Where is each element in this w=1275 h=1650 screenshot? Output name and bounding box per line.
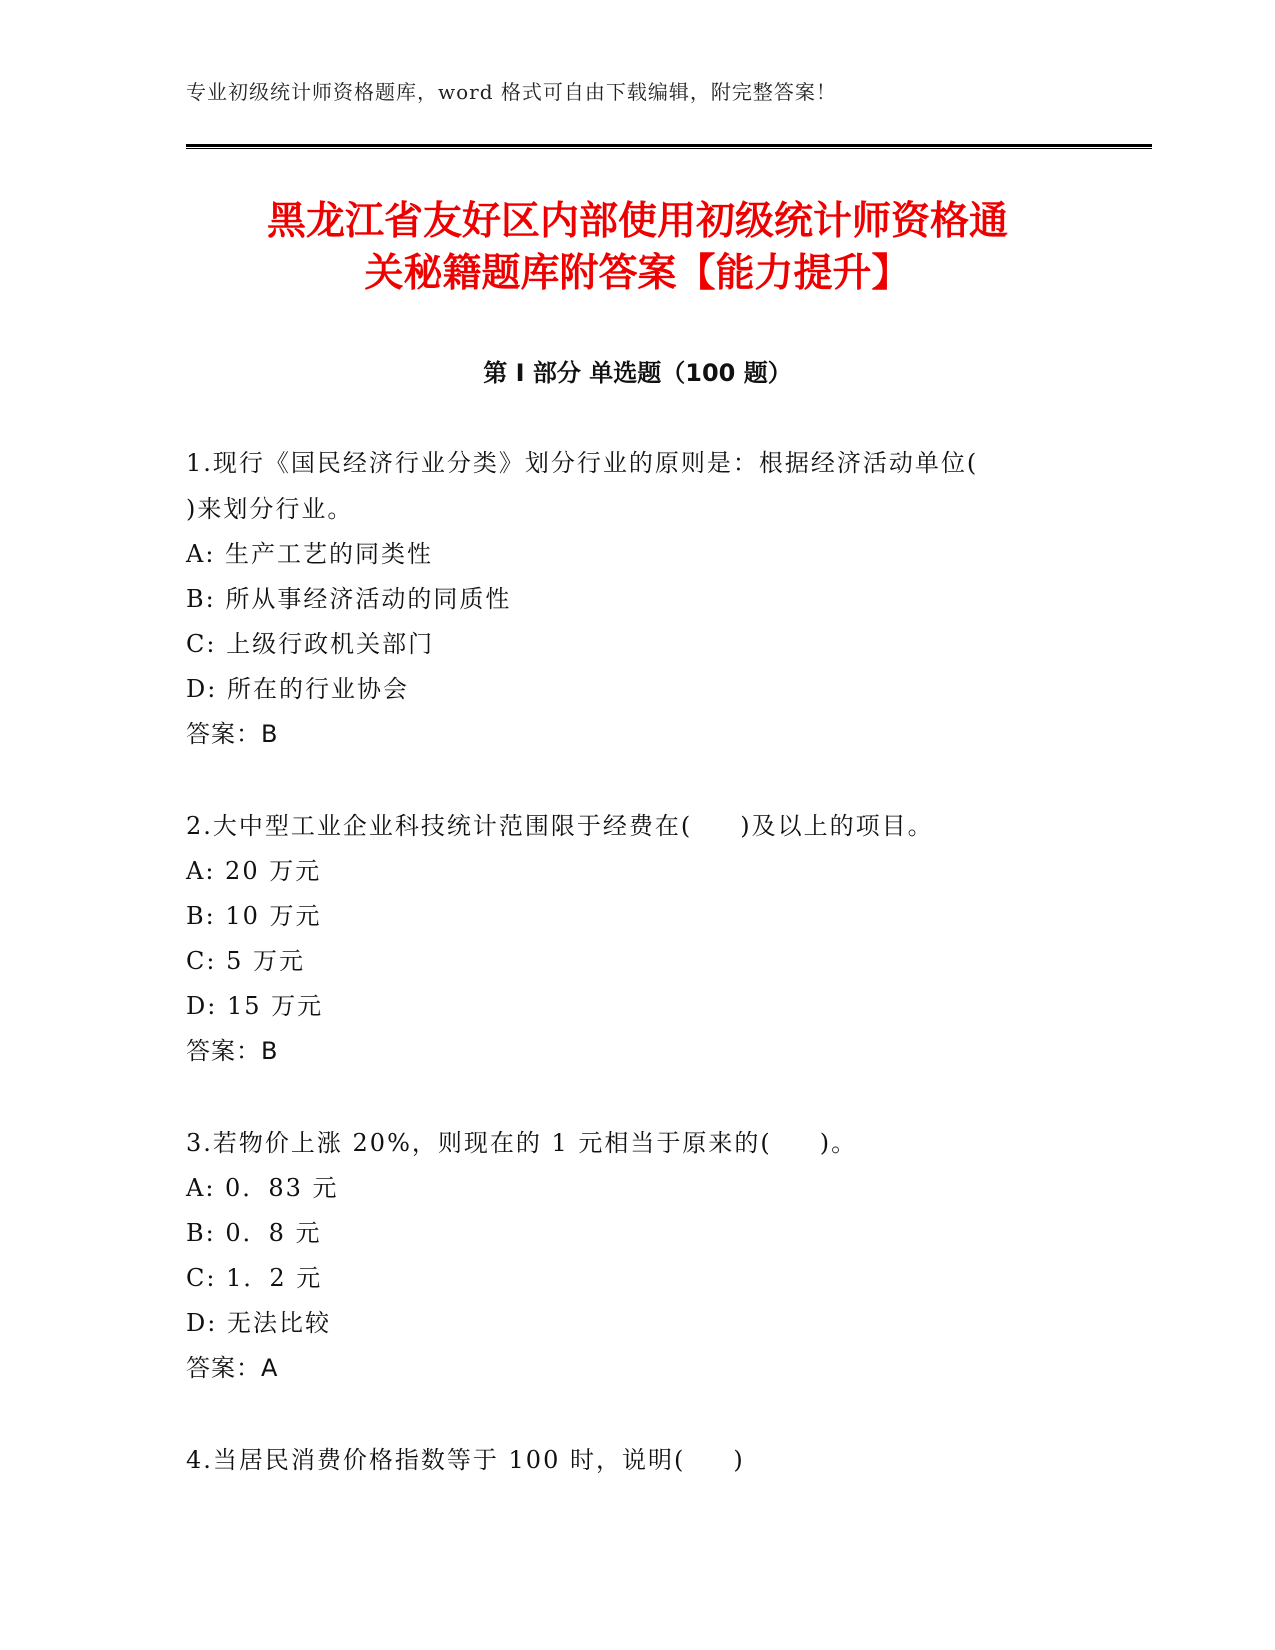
question-stem xyxy=(186,1437,1086,1483)
answer-line: 答案：B xyxy=(186,720,279,748)
answer-line: 答案：A xyxy=(186,1354,279,1382)
question-stem-after: ) xyxy=(733,1446,745,1474)
answer-line: 答案：B xyxy=(186,1037,279,1065)
question-stem-before: 3.若物价上涨 20%，则现在的 1 元相当于原来的( xyxy=(186,1129,772,1157)
question-1 xyxy=(186,440,1086,757)
option-d: D: 所在的行业协会 xyxy=(186,675,409,703)
question-stem-after: )。 xyxy=(819,1129,858,1157)
question-list xyxy=(186,440,1086,1529)
option-a: A: 生产工艺的同类性 xyxy=(186,540,434,568)
option-b: B: 0．8 元 xyxy=(186,1219,322,1247)
option-c: C: 1．2 元 xyxy=(186,1264,323,1292)
option-a: A: 20 万元 xyxy=(186,857,322,885)
option-d: D: 无法比较 xyxy=(186,1309,331,1337)
question-stem xyxy=(186,1120,1086,1166)
title-line-1: 黑龙江省友好区内部使用初级统计师资格通 xyxy=(266,199,1008,244)
option-c: C: 5 万元 xyxy=(186,947,305,975)
question-3 xyxy=(186,1120,1086,1391)
question-stem-line-2: )来划分行业。 xyxy=(186,495,354,523)
header-note: 专业初级统计师资格题库，word 格式可自由下载编辑，附完整答案！ xyxy=(186,80,837,104)
option-c: C: 上级行政机关部门 xyxy=(186,630,435,658)
question-4 xyxy=(186,1437,1086,1483)
option-d: D: 15 万元 xyxy=(186,992,324,1020)
option-a: A: 0．83 元 xyxy=(186,1174,339,1202)
title-line-2: 关秘籍题库附答案【能力提升】 xyxy=(364,251,911,296)
document-title xyxy=(150,196,1125,300)
question-stem-before: 2.大中型工业企业科技统计范围限于经费在( xyxy=(186,812,693,840)
question-stem xyxy=(186,803,1086,849)
section-heading: 第 I 部分 单选题（100 题） xyxy=(483,359,792,387)
header-divider xyxy=(186,144,1152,149)
question-stem-after: )及以上的项目。 xyxy=(740,812,934,840)
question-2 xyxy=(186,803,1086,1074)
question-stem-before: 4.当居民消费价格指数等于 100 时，说明( xyxy=(186,1446,686,1474)
option-b: B: 10 万元 xyxy=(186,902,322,930)
question-stem-line-1: 1.现行《国民经济行业分类》划分行业的原则是：根据经济活动单位( xyxy=(186,449,979,477)
option-b: B: 所从事经济活动的同质性 xyxy=(186,585,512,613)
question-stem xyxy=(186,440,1086,532)
